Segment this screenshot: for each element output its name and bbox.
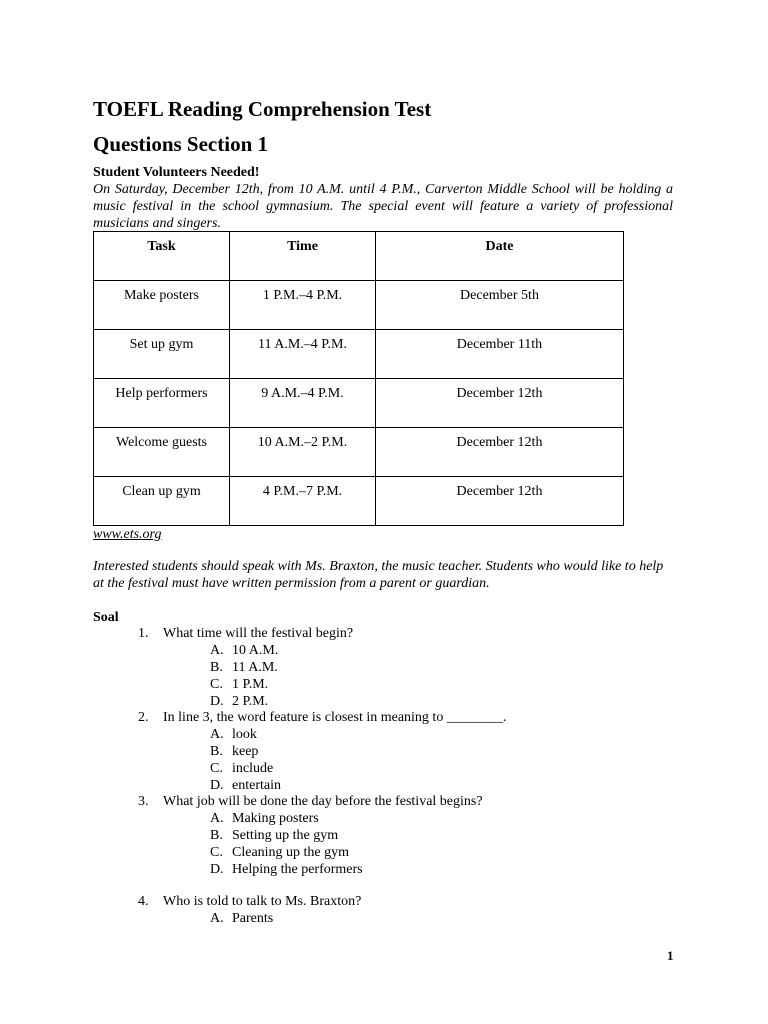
passage-heading: Student Volunteers Needed! [93, 165, 260, 180]
answer-option [210, 777, 281, 794]
task-cell: Make posters [94, 281, 230, 330]
answer-option [210, 760, 273, 777]
table-row [94, 477, 624, 526]
option-letter: B. [210, 744, 223, 759]
question-number: 2. [138, 710, 149, 725]
answer-option [210, 743, 258, 760]
section-title: Questions Section 1 [93, 132, 269, 156]
option-letter: D. [210, 778, 224, 793]
table-row [94, 330, 624, 379]
option-text: 2 P.M. [232, 694, 269, 709]
passage-note: Interested students should speak with Ms. Braxton, the music teacher. Students who would like to help at the festival must have written permission from a parent or guardian. [93, 559, 664, 591]
volunteer-schedule-table [93, 231, 624, 526]
option-text: keep [232, 744, 259, 759]
answer-option [210, 844, 349, 861]
option-letter: A. [210, 643, 224, 658]
table-row [94, 379, 624, 428]
option-text: 1 P.M. [232, 677, 269, 692]
question-text: In line 3, the word feature is closest in meaning to ________. [163, 710, 507, 725]
option-text: Making posters [232, 811, 319, 826]
answer-option [210, 693, 268, 710]
option-letter: D. [210, 694, 224, 709]
passage-intro: On Saturday, December 12th, from 10 A.M. until 4 P.M., Carverton Middle School will be holding a music festival in the school gymnasium. The special event will feature a variety of professional musicians and singers. [93, 182, 673, 231]
column-header-time: Time [230, 232, 376, 281]
questions-label: Soal [93, 610, 119, 625]
option-letter: C. [210, 845, 223, 860]
question-1 [138, 625, 353, 642]
option-letter: A. [210, 727, 224, 742]
column-header-date: Date [376, 232, 624, 281]
answer-option [210, 861, 363, 878]
answer-option [210, 659, 278, 676]
option-text: Helping the performers [232, 862, 363, 877]
option-letter: B. [210, 660, 223, 675]
option-letter: B. [210, 828, 223, 843]
time-cell: 4 P.M.–7 P.M. [230, 477, 376, 526]
question-4 [138, 893, 361, 910]
option-text: Parents [232, 911, 274, 926]
option-letter: C. [210, 677, 223, 692]
table-header-row [94, 232, 624, 281]
answer-option [210, 810, 319, 827]
option-letter: A. [210, 811, 224, 826]
time-cell: 9 A.M.–4 P.M. [230, 379, 376, 428]
table-row [94, 281, 624, 330]
task-cell: Welcome guests [94, 428, 230, 477]
question-number: 3. [138, 794, 149, 809]
table-row [94, 428, 624, 477]
question-2 [138, 709, 506, 726]
answer-option [210, 642, 278, 659]
option-text: Cleaning up the gym [232, 845, 350, 860]
task-cell: Clean up gym [94, 477, 230, 526]
option-text: include [232, 761, 274, 776]
option-text: Setting up the gym [232, 828, 339, 843]
option-text: entertain [232, 778, 281, 793]
option-text: 10 A.M. [232, 643, 279, 658]
date-cell: December 11th [376, 330, 624, 379]
option-text: look [232, 727, 257, 742]
option-text: 11 A.M. [232, 660, 278, 675]
source-link[interactable]: www.ets.org [93, 527, 162, 542]
question-number: 1. [138, 626, 149, 641]
time-cell: 11 A.M.–4 P.M. [230, 330, 376, 379]
time-cell: 1 P.M.–4 P.M. [230, 281, 376, 330]
page-title: TOEFL Reading Comprehension Test [93, 97, 432, 121]
column-header-task: Task [94, 232, 230, 281]
date-cell: December 12th [376, 428, 624, 477]
page-number: 1 [667, 948, 674, 963]
option-letter: D. [210, 862, 224, 877]
question-3 [138, 793, 483, 810]
answer-option [210, 827, 338, 844]
date-cell: December 12th [376, 477, 624, 526]
date-cell: December 5th [376, 281, 624, 330]
answer-option [210, 726, 257, 743]
answer-option [210, 676, 268, 693]
date-cell: December 12th [376, 379, 624, 428]
option-letter: C. [210, 761, 223, 776]
answer-option [210, 910, 273, 927]
task-cell: Set up gym [94, 330, 230, 379]
option-letter: A. [210, 911, 224, 926]
question-text: Who is told to talk to Ms. Braxton? [163, 894, 362, 909]
question-number: 4. [138, 894, 149, 909]
question-text: What job will be done the day before the festival begins? [163, 794, 483, 809]
question-text: What time will the festival begin? [163, 626, 354, 641]
time-cell: 10 A.M.–2 P.M. [230, 428, 376, 477]
task-cell: Help performers [94, 379, 230, 428]
